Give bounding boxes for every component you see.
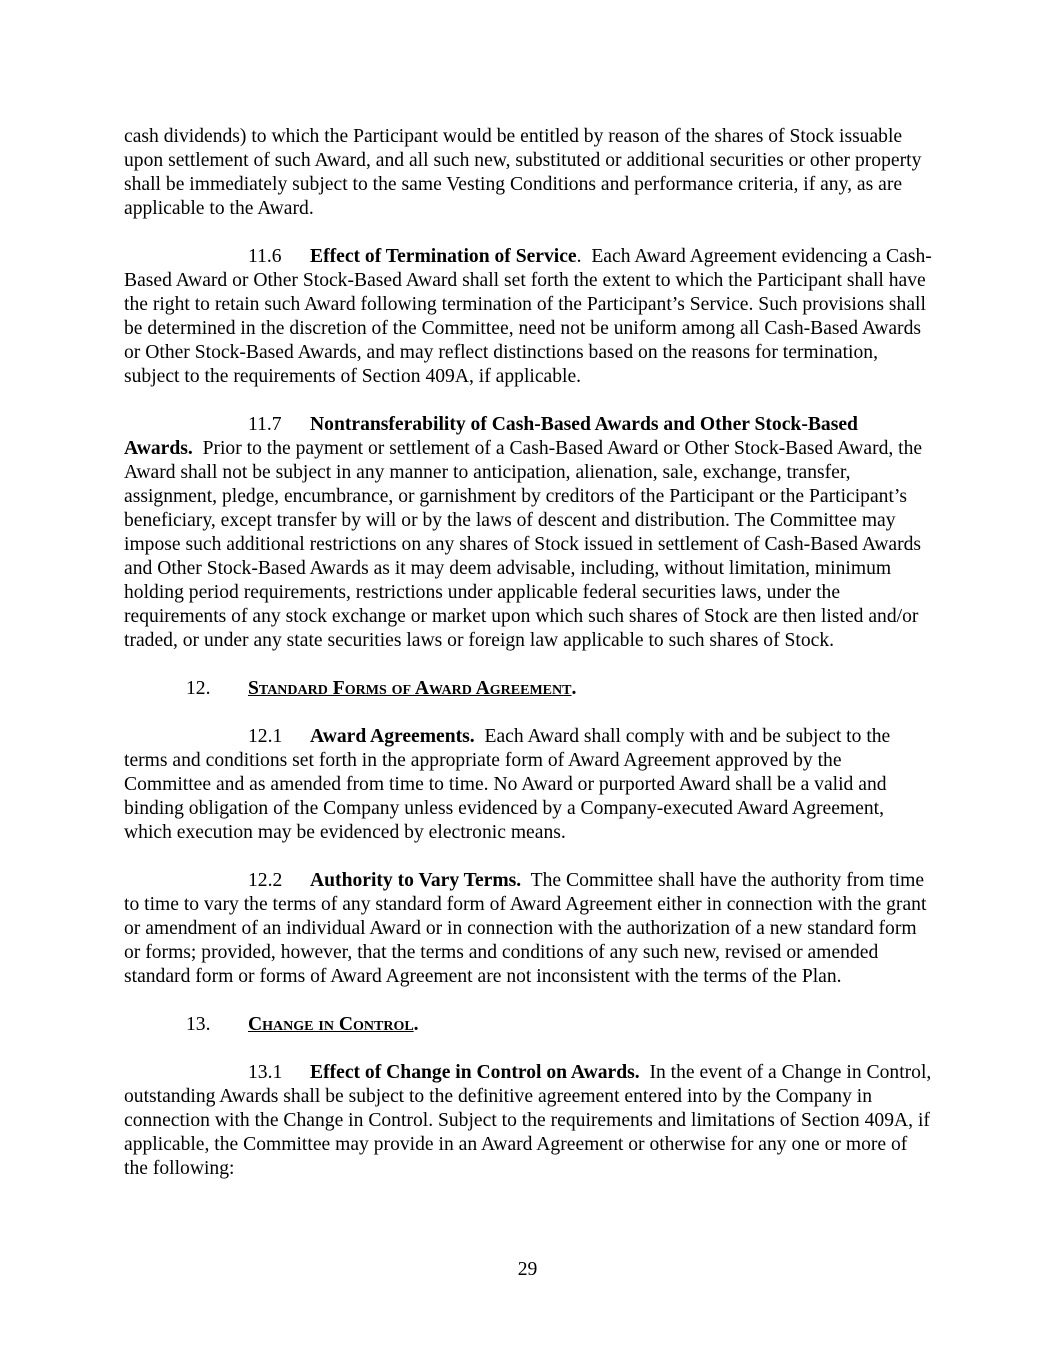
section-number: 11.7 <box>248 414 282 435</box>
section-title: Authority to Vary Terms. <box>310 870 522 891</box>
section-12-2 <box>124 869 932 989</box>
section-number: 11.6 <box>248 246 282 267</box>
section-number: 13. <box>186 1014 211 1035</box>
section-body: Each Award Agreement evidencing a Cash-Based Award or Other Stock-Based Award shall set forth the extent to which the Participant shall have the right to retain such Award following termination of the Participant’s Service. Such provisions shall be determined in the discretion of the Committee, need not be uniform among all Cash-Based Awards or Other Stock-Based Awards, and may reflect distinctions based on the reasons for termination, subject to the requirements of Section 409A, if applicable. <box>124 246 932 387</box>
section-number: 13.1 <box>248 1062 283 1083</box>
section-title: Nontransferability of Cash-Based Awards and Other Stock-Based Awards. <box>124 414 858 459</box>
section-body: The Committee shall have the authority from time to time to vary the terms of any standard form of Award Agreement either in connection with the grant or amendment of an individual Award or in connection with the authorization of a new standard form or forms; provided, however, that the terms and conditions of any such new, revised or amended standard form or forms of Award Agreement are not inconsistent with the terms of the Plan. <box>124 870 927 987</box>
section-title: Effect of Termination of Service <box>310 246 577 267</box>
section-body: Each Award shall comply with and be subject to the terms and conditions set forth in the appropriate form of Award Agreement approved by the Committee and as amended from time to time. No Award or purported Award shall be a valid and binding obligation of the Company unless evidenced by a Company-executed Award Agreement, which execution may be evidenced by electronic means. <box>124 726 891 843</box>
section-12-heading <box>124 677 932 701</box>
section-title: Standard Forms of Award Agreement <box>248 678 572 699</box>
section-body: Prior to the payment or settlement of a Cash-Based Award or Other Stock-Based Award, the Award shall not be subject in any manner to anticipation, alienation, sale, exchange, transfer, assignment, pledge, encumbrance, or garnishment by creditors of the Participant or the Participant’s beneficiary, except transfer by will or by the laws of descent and distribution. The Committee may impose such additional restrictions on any shares of Stock issued in settlement of Cash-Based Awards and Other Stock-Based Awards as it may deem advisable, including, without limitation, minimum holding period requirements, restrictions under applicable federal securities laws, under the requirements of any stock exchange or market upon which such shares of Stock are then listed and/or traded, or under any state securities laws or foreign law applicable to such shares of Stock. <box>124 438 923 651</box>
section-number: 12.2 <box>248 870 283 891</box>
section-title-punct: . <box>413 1014 419 1035</box>
section-title-punct: . <box>571 678 577 699</box>
section-11-6 <box>124 245 932 389</box>
section-title: Effect of Change in Control on Awards. <box>310 1062 640 1083</box>
section-13-heading <box>124 1013 932 1037</box>
document-page <box>124 125 932 1205</box>
section-body: In the event of a Change in Control, outstanding Awards shall be subject to the definitive agreement entered into by the Company in connection with the Change in Control. Subject to the requirements and limitations of Section 409A, if applicable, the Committee may provide in an Award Agreement or otherwise for any one or more of the following: <box>124 1062 932 1179</box>
section-title: Change in Control <box>248 1014 414 1035</box>
section-13-1 <box>124 1061 932 1181</box>
section-title: Award Agreements. <box>310 726 475 747</box>
section-number: 12. <box>186 678 211 699</box>
section-number: 12.1 <box>248 726 283 747</box>
intro-paragraph: cash dividends) to which the Participant would be entitled by reason of the shares of Stock issuable upon settlement of such Award, and all such new, substituted or additional securities or other property shall be immediately subject to the same Vesting Conditions and performance criteria, if any, as are applicable to the Award. <box>124 126 922 219</box>
section-title-punct: . <box>576 246 582 267</box>
section-11-7 <box>124 413 932 653</box>
section-12-1 <box>124 725 932 845</box>
page-number: 29 <box>517 1259 538 1280</box>
